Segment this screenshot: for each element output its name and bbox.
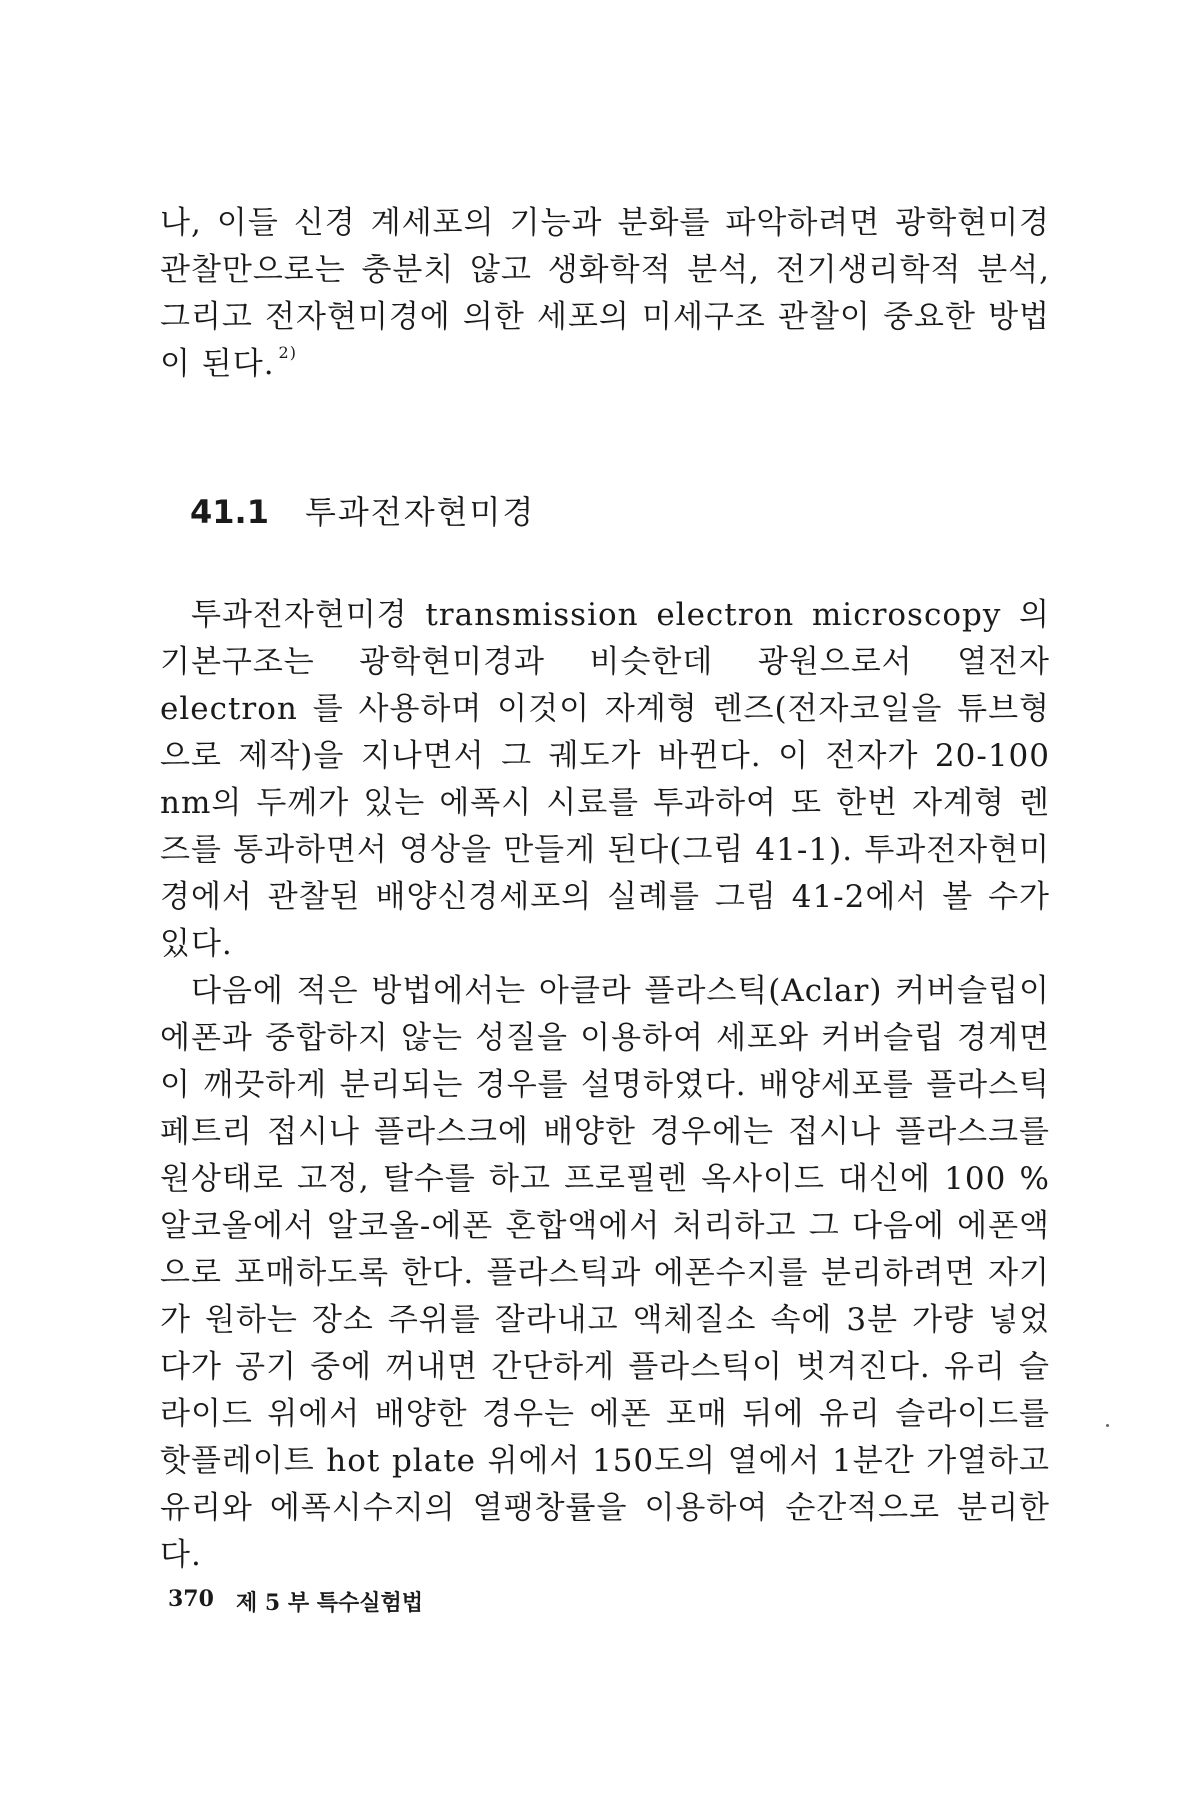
intro-text: 나, 이들 신경 계세포의 기능과 분화를 파악하려면 광학현미경 관찰만으로는 충분치 않고 생화학적 분석, 전기생리학적 분석, 그리고 전자현미경에 의한 세포의 미세구조 관찰이 중요한 방법이 된다. xyxy=(160,205,1050,382)
footnote-reference: 2) xyxy=(278,343,297,362)
intro-paragraph xyxy=(160,200,1050,388)
body-paragraph-2: 다음에 적은 방법에서는 아클라 플라스틱(Aclar) 커버슬립이 에폰과 중합하지 않는 성질을 이용하여 세포와 커버슬립 경계면이 깨끗하게 분리되는 경우를 설명하였다. 배양세포를 플라스틱 페트리 접시나 플라스크에 배양한 경우에는 접시나 플라스크를 원상태로 고정, 탈수를 하고 프로필렌 옥사이드 대신에 100 % 알코올에서 알코올-에폰 혼합액에서 처리하고 그 다음에 에폰액으로 포매하도록 한다. 플라스틱과 에폰수지를 분리하려면 자기가 원하는 장소 주위를 잘라내고 액체질소 속에 3분 가량 넣었다가 공기 중에 꺼내면 간단하게 플라스틱이 벗겨진다. 유리 슬라이드 위에서 배양한 경우는 에폰 포매 뒤에 유리 슬라이드를 핫플레이트 hot plate 위에서 150도의 열에서 1분간 가열하고 유리와 에폭시수지의 열팽창률을 이용하여 순간적으로 분리한다. xyxy=(160,973,1050,1573)
section-body xyxy=(160,592,1050,1579)
scan-speck xyxy=(1106,1424,1109,1427)
section-number: 41.1 xyxy=(190,493,269,531)
page-footer xyxy=(168,1586,423,1617)
body-paragraph-1: 투과전자현미경 transmission electron microscopy 의 기본구조는 광학현미경과 비슷한데 광원으로서 열전자 electron 를 사용하며 이것이 자계형 렌즈(전자코일을 튜브형으로 제작)을 지나면서 그 궤도가 바뀐다. 이 전자가 20-100 nm의 두께가 있는 에폭시 시료를 투과하여 또 한번 자계형 렌즈를 통과하면서 영상을 만들게 된다(그림 41-1). 투과전자현미경에서 관찰된 배양신경세포의 실례를 그림 41-2에서 볼 수가 있다. xyxy=(160,597,1050,962)
section-heading xyxy=(190,490,535,534)
section-title: 투과전자현미경 xyxy=(304,493,536,531)
page-number: 370 xyxy=(168,1586,214,1612)
intro-paragraph-block xyxy=(160,200,1050,388)
running-footer-part: 제 5 부 특수실험법 xyxy=(235,1590,423,1616)
